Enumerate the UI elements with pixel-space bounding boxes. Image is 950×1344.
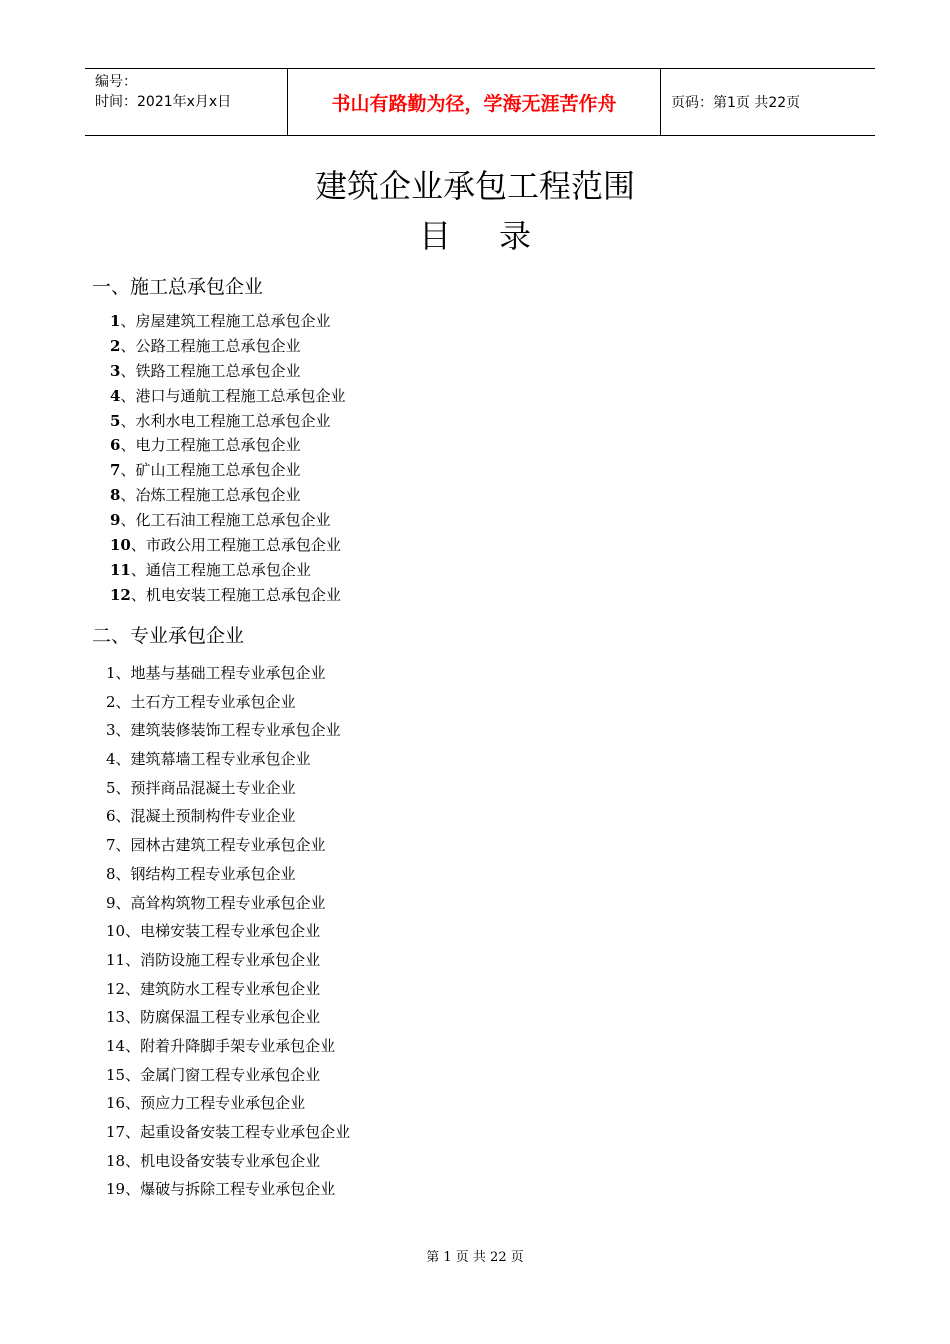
toc-item: [110, 409, 345, 434]
toc-item: [106, 831, 350, 860]
toc-item-label: 、钢结构工程专业承包企业: [115, 864, 296, 883]
toc-item-number: 5: [106, 778, 116, 797]
toc-item-number: 15: [106, 1065, 126, 1084]
toc-item-label: 、金属门窗工程专业承包企业: [125, 1065, 321, 1084]
toc-item-label: 、机电安装工程施工总承包企业: [130, 585, 341, 604]
toc-item-number: 10: [110, 536, 131, 555]
toc-item-number: 16: [106, 1094, 126, 1113]
document-number-label: 编号：: [95, 74, 137, 90]
toc-item: [106, 1089, 350, 1118]
toc-item: [106, 688, 350, 717]
toc-item-label: 、地基与基础工程专业承包企业: [115, 664, 326, 682]
document-title: 建筑企业承包工程范围: [314, 167, 635, 205]
toc-item: [110, 533, 345, 558]
header-meta: [85, 69, 287, 135]
toc-item-label: 、园林古建筑工程专业承包企业: [115, 836, 326, 855]
toc-item: [110, 558, 345, 583]
section-heading-specialty-contracting: 二、专业承包企业: [92, 625, 245, 647]
header-page-info: 页码：第1页 共22页: [671, 95, 801, 111]
toc-item: [106, 1032, 350, 1061]
toc-item-label: 、爆破与拆除工程专业承包企业: [125, 1180, 336, 1199]
toc-item: [106, 975, 350, 1004]
toc-item-number: 11: [110, 560, 131, 579]
page-header: [85, 68, 875, 136]
toc-item-label: 、市政公用工程施工总承包企业: [130, 536, 341, 555]
toc-item-number: 18: [106, 1151, 126, 1170]
toc-item-number: 12: [106, 979, 126, 998]
document-time: 时间：2021年x月x日: [95, 94, 232, 110]
toc-item: [110, 433, 345, 458]
toc-item-label: 、机电设备安装专业承包企业: [125, 1151, 321, 1170]
toc-item: [106, 659, 350, 688]
toc-item: [106, 1175, 350, 1204]
toc-item-label: 、铁路工程施工总承包企业: [120, 361, 301, 380]
toc-item-number: 3: [110, 361, 121, 380]
toc-item: [106, 1003, 350, 1032]
toc-item-number: 11: [106, 950, 126, 969]
toc-item-label: 、土石方工程专业承包企业: [115, 692, 296, 711]
toc-item-label: 、公路工程施工总承包企业: [120, 336, 301, 355]
toc-item-number: 2: [110, 336, 121, 355]
toc-item-label: 、混凝土预制构件专业企业: [115, 807, 296, 826]
toc-item-label: 、建筑装修装饰工程专业承包企业: [115, 721, 341, 740]
toc-item-number: 8: [106, 864, 116, 883]
toc-item-label: 、建筑幕墙工程专业承包企业: [115, 750, 311, 769]
toc-item: [110, 508, 345, 533]
toc-item-label: 、矿山工程施工总承包企业: [120, 461, 301, 480]
toc-item-number: 6: [110, 436, 121, 455]
toc-list-specialty-contracting: [106, 659, 350, 1204]
toc-item: [106, 946, 350, 975]
toc-item: [106, 1118, 350, 1147]
toc-item-number: 8: [110, 486, 121, 505]
toc-item-label: 、化工石油工程施工总承包企业: [120, 511, 331, 530]
toc-item-label: 、附着升降脚手架专业承包企业: [125, 1036, 336, 1055]
toc-item-number: 2: [106, 692, 116, 711]
page-footer: 第 1 页 共 22 页: [426, 1250, 524, 1265]
toc-item: [110, 334, 345, 359]
toc-item: [110, 483, 345, 508]
toc-item: [106, 1061, 350, 1090]
toc-item: [106, 1147, 350, 1176]
section-heading-general-contracting: 一、施工总承包企业: [92, 276, 264, 298]
toc-item: [106, 860, 350, 889]
header-motto: 书山有路勤为径，学海无涯苦作舟: [287, 69, 661, 135]
toc-item: [106, 802, 350, 831]
toc-item-label: 、防腐保温工程专业承包企业: [125, 1008, 321, 1027]
toc-item-number: 12: [110, 585, 131, 604]
toc-item-number: 13: [106, 1008, 126, 1027]
toc-item-number: 17: [106, 1123, 126, 1141]
toc-item: [106, 774, 350, 803]
document-subtitle: 目录: [418, 217, 579, 255]
toc-item: [106, 745, 350, 774]
toc-item-label: 、港口与通航工程施工总承包企业: [120, 386, 346, 405]
toc-item-number: 1: [110, 312, 121, 330]
toc-item-number: 7: [106, 836, 116, 855]
toc-item: [106, 716, 350, 745]
toc-item-label: 、预拌商品混凝土专业企业: [115, 778, 296, 797]
toc-item-label: 、水利水电工程施工总承包企业: [120, 411, 331, 430]
toc-item-number: 3: [106, 721, 116, 740]
toc-item-label: 、电力工程施工总承包企业: [120, 436, 301, 455]
toc-item-number: 9: [110, 511, 121, 530]
toc-item-number: 4: [106, 750, 116, 769]
toc-item: [110, 458, 345, 483]
toc-item-number: 5: [110, 411, 121, 430]
toc-item: [110, 384, 345, 409]
toc-item-number: 19: [106, 1180, 126, 1199]
toc-item-label: 、建筑防水工程专业承包企业: [125, 979, 321, 998]
toc-item-label: 、预应力工程专业承包企业: [125, 1094, 306, 1113]
toc-item: [106, 917, 350, 946]
toc-item-label: 、房屋建筑工程施工总承包企业: [120, 312, 331, 330]
toc-item-label: 、冶炼工程施工总承包企业: [120, 486, 301, 505]
toc-item-label: 、消防设施工程专业承包企业: [125, 950, 321, 969]
toc-item-number: 7: [110, 461, 121, 480]
toc-item-number: 1: [106, 664, 116, 682]
toc-item-label: 、高耸构筑物工程专业承包企业: [115, 893, 326, 912]
toc-item: [110, 309, 345, 334]
toc-item-number: 14: [106, 1036, 126, 1055]
toc-item-number: 4: [110, 386, 121, 405]
toc-item-label: 、起重设备安装工程专业承包企业: [125, 1123, 351, 1141]
toc-list-general-contracting: [110, 309, 345, 608]
toc-item-label: 、通信工程施工总承包企业: [130, 560, 311, 579]
toc-item-number: 9: [106, 893, 116, 912]
toc-item-number: 6: [106, 807, 116, 826]
toc-item: [110, 359, 345, 384]
toc-item-label: 、电梯安装工程专业承包企业: [125, 922, 321, 941]
toc-item: [110, 583, 345, 608]
toc-item: [106, 889, 350, 918]
toc-item-number: 10: [106, 922, 126, 941]
